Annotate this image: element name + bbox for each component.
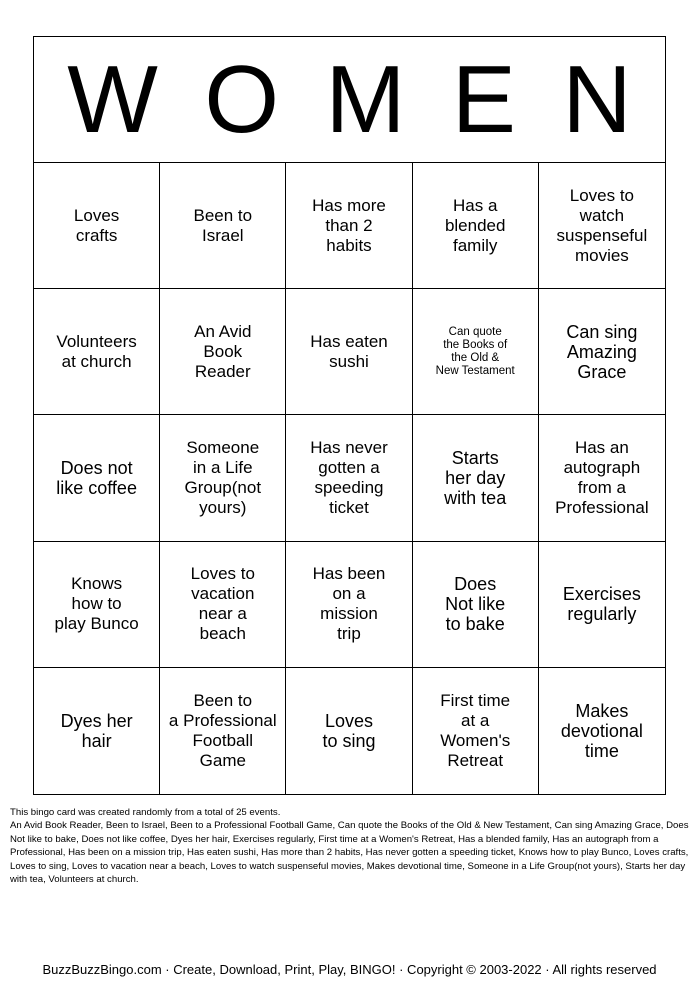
bingo-cell: Makes devotional time xyxy=(560,700,643,761)
bingo-cell: Knows how to play Bunco xyxy=(34,542,160,668)
header-letter: N xyxy=(562,45,632,153)
bingo-cell: Has been on a mission trip xyxy=(286,542,412,668)
bingo-header xyxy=(34,37,665,163)
footer-copyright: BuzzBuzzBingo.com · Create, Download, Print, Play, BINGO! · Copyright © 2003-2022 · All rights reserved xyxy=(42,962,657,977)
bingo-cell: Loves crafts xyxy=(34,163,160,289)
bingo-cell: Does not like coffee xyxy=(34,415,160,541)
bingo-cell: Has eaten sushi xyxy=(286,289,412,415)
bingo-cell: Volunteers at church xyxy=(34,289,160,415)
description-intro: This bingo card was created randomly from a total of 25 events. xyxy=(10,807,281,818)
header-letter: E xyxy=(451,45,516,153)
bingo-cell: Can sing Amazing Grace xyxy=(539,289,665,415)
bingo-cell: Someone in a Life Group(not yours) xyxy=(160,415,286,541)
bingo-cell: An Avid Book Reader xyxy=(160,289,286,415)
bingo-cell: Dyes her hair xyxy=(34,668,160,794)
bingo-cell: Been to Israel xyxy=(160,163,286,289)
header-letter: O xyxy=(204,45,279,153)
header-letter: M xyxy=(325,45,406,153)
bingo-cell: Has more than 2 habits xyxy=(286,163,412,289)
bingo-cell: First time at a Women's Retreat xyxy=(413,668,539,794)
bingo-cell: Loves to vacation near a beach xyxy=(160,542,286,668)
bingo-grid xyxy=(34,163,665,794)
bingo-cell: Has never gotten a speeding ticket xyxy=(286,415,412,541)
bingo-cell: Does Not like to bake xyxy=(413,542,539,668)
bingo-cell: Exercises regularly xyxy=(539,542,665,668)
bingo-cell: Been to a Professional Football Game xyxy=(160,668,286,794)
card-description xyxy=(10,806,692,886)
description-events: An Avid Book Reader, Been to Israel, Been to a Professional Football Game, Can quote the Books of the Old & New Testament, Can sing Amazing Grace, Does Not like to bake, Does not like coffee, Dyes her hair, Exercises regularly, First time at a Women's Retreat, Has a blended family, Has an autograph from a Professional, Has been on a mission trip, Has eaten sushi, Has more than 2 habits, Has never gotten a speeding ticket, Knows how to play Bunco, Loves crafts, Loves to sing, Loves to vacation near a beach, Loves to watch suspenseful movies, Makes devotional time, Someone in a Life Group(not yours), Starts her day with tea, Volunteers at church. xyxy=(10,820,689,886)
header-letter: W xyxy=(67,45,158,153)
bingo-cell: Has a blended family xyxy=(413,163,539,289)
bingo-cell: Has an autograph from a Professional xyxy=(539,415,665,541)
bingo-cell: Can quote the Books of the Old & New Testament xyxy=(413,289,539,415)
bingo-cell: Loves to sing xyxy=(286,668,412,794)
bingo-cell: Starts her day with tea xyxy=(413,415,539,541)
bingo-card xyxy=(33,36,666,795)
bingo-cell: Loves to watch suspenseful movies xyxy=(539,163,665,289)
